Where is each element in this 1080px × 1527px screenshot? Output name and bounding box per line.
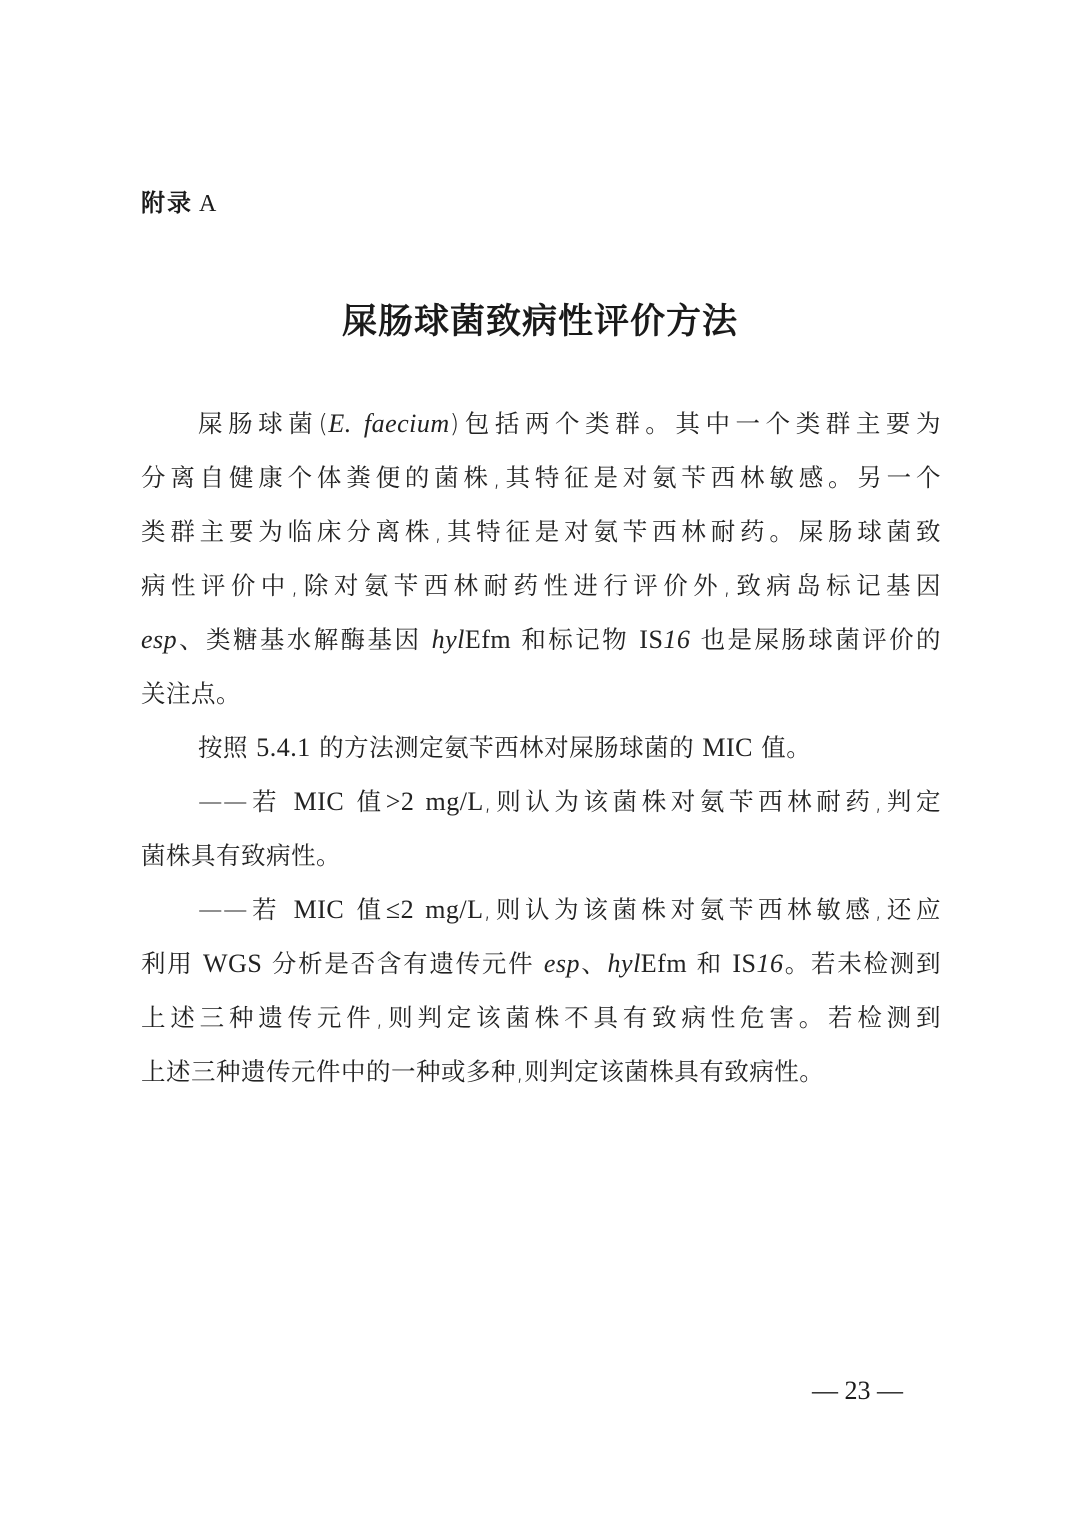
wgs-term: WGS [203,949,263,978]
mic-term: MIC [702,733,753,762]
marker-is: IS [639,625,664,654]
paragraph-4-line-3 [141,997,941,1051]
text-run: 屎肠球菌( [198,409,329,438]
paragraph-3-line-1 [141,781,941,835]
text-run: )包括两个类群。其中一个类群主要为 [449,409,942,438]
text-run: 也是屎肠球菌评价的 [690,625,942,654]
text-run: 值 [344,787,386,816]
mic-threshold-resistant: >2 mg/L [385,787,484,816]
text-run: 。若未检测到 [783,949,942,978]
text-run: 上述三种遗传元件,则判定该菌株不具有致病性危害。若检测到 [141,1003,941,1032]
document-body [141,403,941,1105]
paragraph-1-line-4 [141,565,941,619]
mic-term: MIC [293,787,345,816]
mic-threshold-sensitive: ≤2 mg/L [385,895,484,924]
text-run: ,则认为该菌株对氨苄西林敏感,还应 [483,895,941,924]
paragraph-1-line-5 [141,619,941,673]
document-title: 屎肠球菌致病性评价方法 [341,301,738,342]
appendix-letter: A [199,191,219,217]
gene-hyl: hyl [431,625,465,654]
text-run: 上述三种遗传元件中的一种或多种,则判定该菌株具有致病性。 [141,1057,825,1086]
gene-efm: Efm [640,949,688,978]
text-run: ——若 [198,787,294,816]
text-run: 菌株具有致病性。 [141,841,341,870]
gene-esp: esp [543,949,581,978]
text-run: 和 [687,949,733,978]
text-run: 、类糖基水解酶基因 [177,625,432,654]
text-run: 利用 [141,949,204,978]
gene-efm: Efm [464,625,512,654]
marker-is: IS [732,949,757,978]
text-run: 的方法测定氨苄西林对屎肠球菌的 [310,733,703,762]
appendix-label [141,183,218,218]
paragraph-3-line-2 [141,835,941,889]
paragraph-4-line-2 [141,943,941,997]
text-run: 分离自健康个体粪便的菌株,其特征是对氨苄西林敏感。另一个 [141,463,941,492]
marker-16: 16 [663,625,691,654]
section-reference: 5.4.1 [256,733,311,762]
text-run: 按照 [198,733,257,762]
text-run: 值 [344,895,386,924]
page-number: — 23 — [812,1376,903,1405]
gene-esp: esp [141,625,178,654]
paragraph-1-line-6 [141,673,941,727]
paragraph-4-line-4 [141,1051,941,1105]
text-run: 关注点。 [141,679,241,708]
species-name: E. faecium [328,409,450,438]
gene-hyl: hyl [607,949,641,978]
paragraph-1-line-2 [141,457,941,511]
text-run: 病性评价中,除对氨苄西林耐药性进行评价外,致病岛标记基因 [141,571,941,600]
text-run: 、 [580,949,608,978]
text-run: 分析是否含有遗传元件 [262,949,544,978]
paragraph-1-line-1 [141,403,941,457]
paragraph-1-line-3 [141,511,941,565]
paragraph-4-line-1 [141,889,941,943]
text-run: 值。 [753,733,812,762]
marker-16: 16 [756,949,784,978]
text-run: 类群主要为临床分离株,其特征是对氨苄西林耐药。屎肠球菌致 [141,517,941,546]
paragraph-2-line-1 [141,727,941,781]
text-run: ——若 [198,895,294,924]
text-run: 和标记物 [511,625,640,654]
text-run: ,则认为该菌株对氨苄西林耐药,判定 [483,787,941,816]
mic-term: MIC [293,895,345,924]
appendix-prefix: 附录 [141,189,193,217]
